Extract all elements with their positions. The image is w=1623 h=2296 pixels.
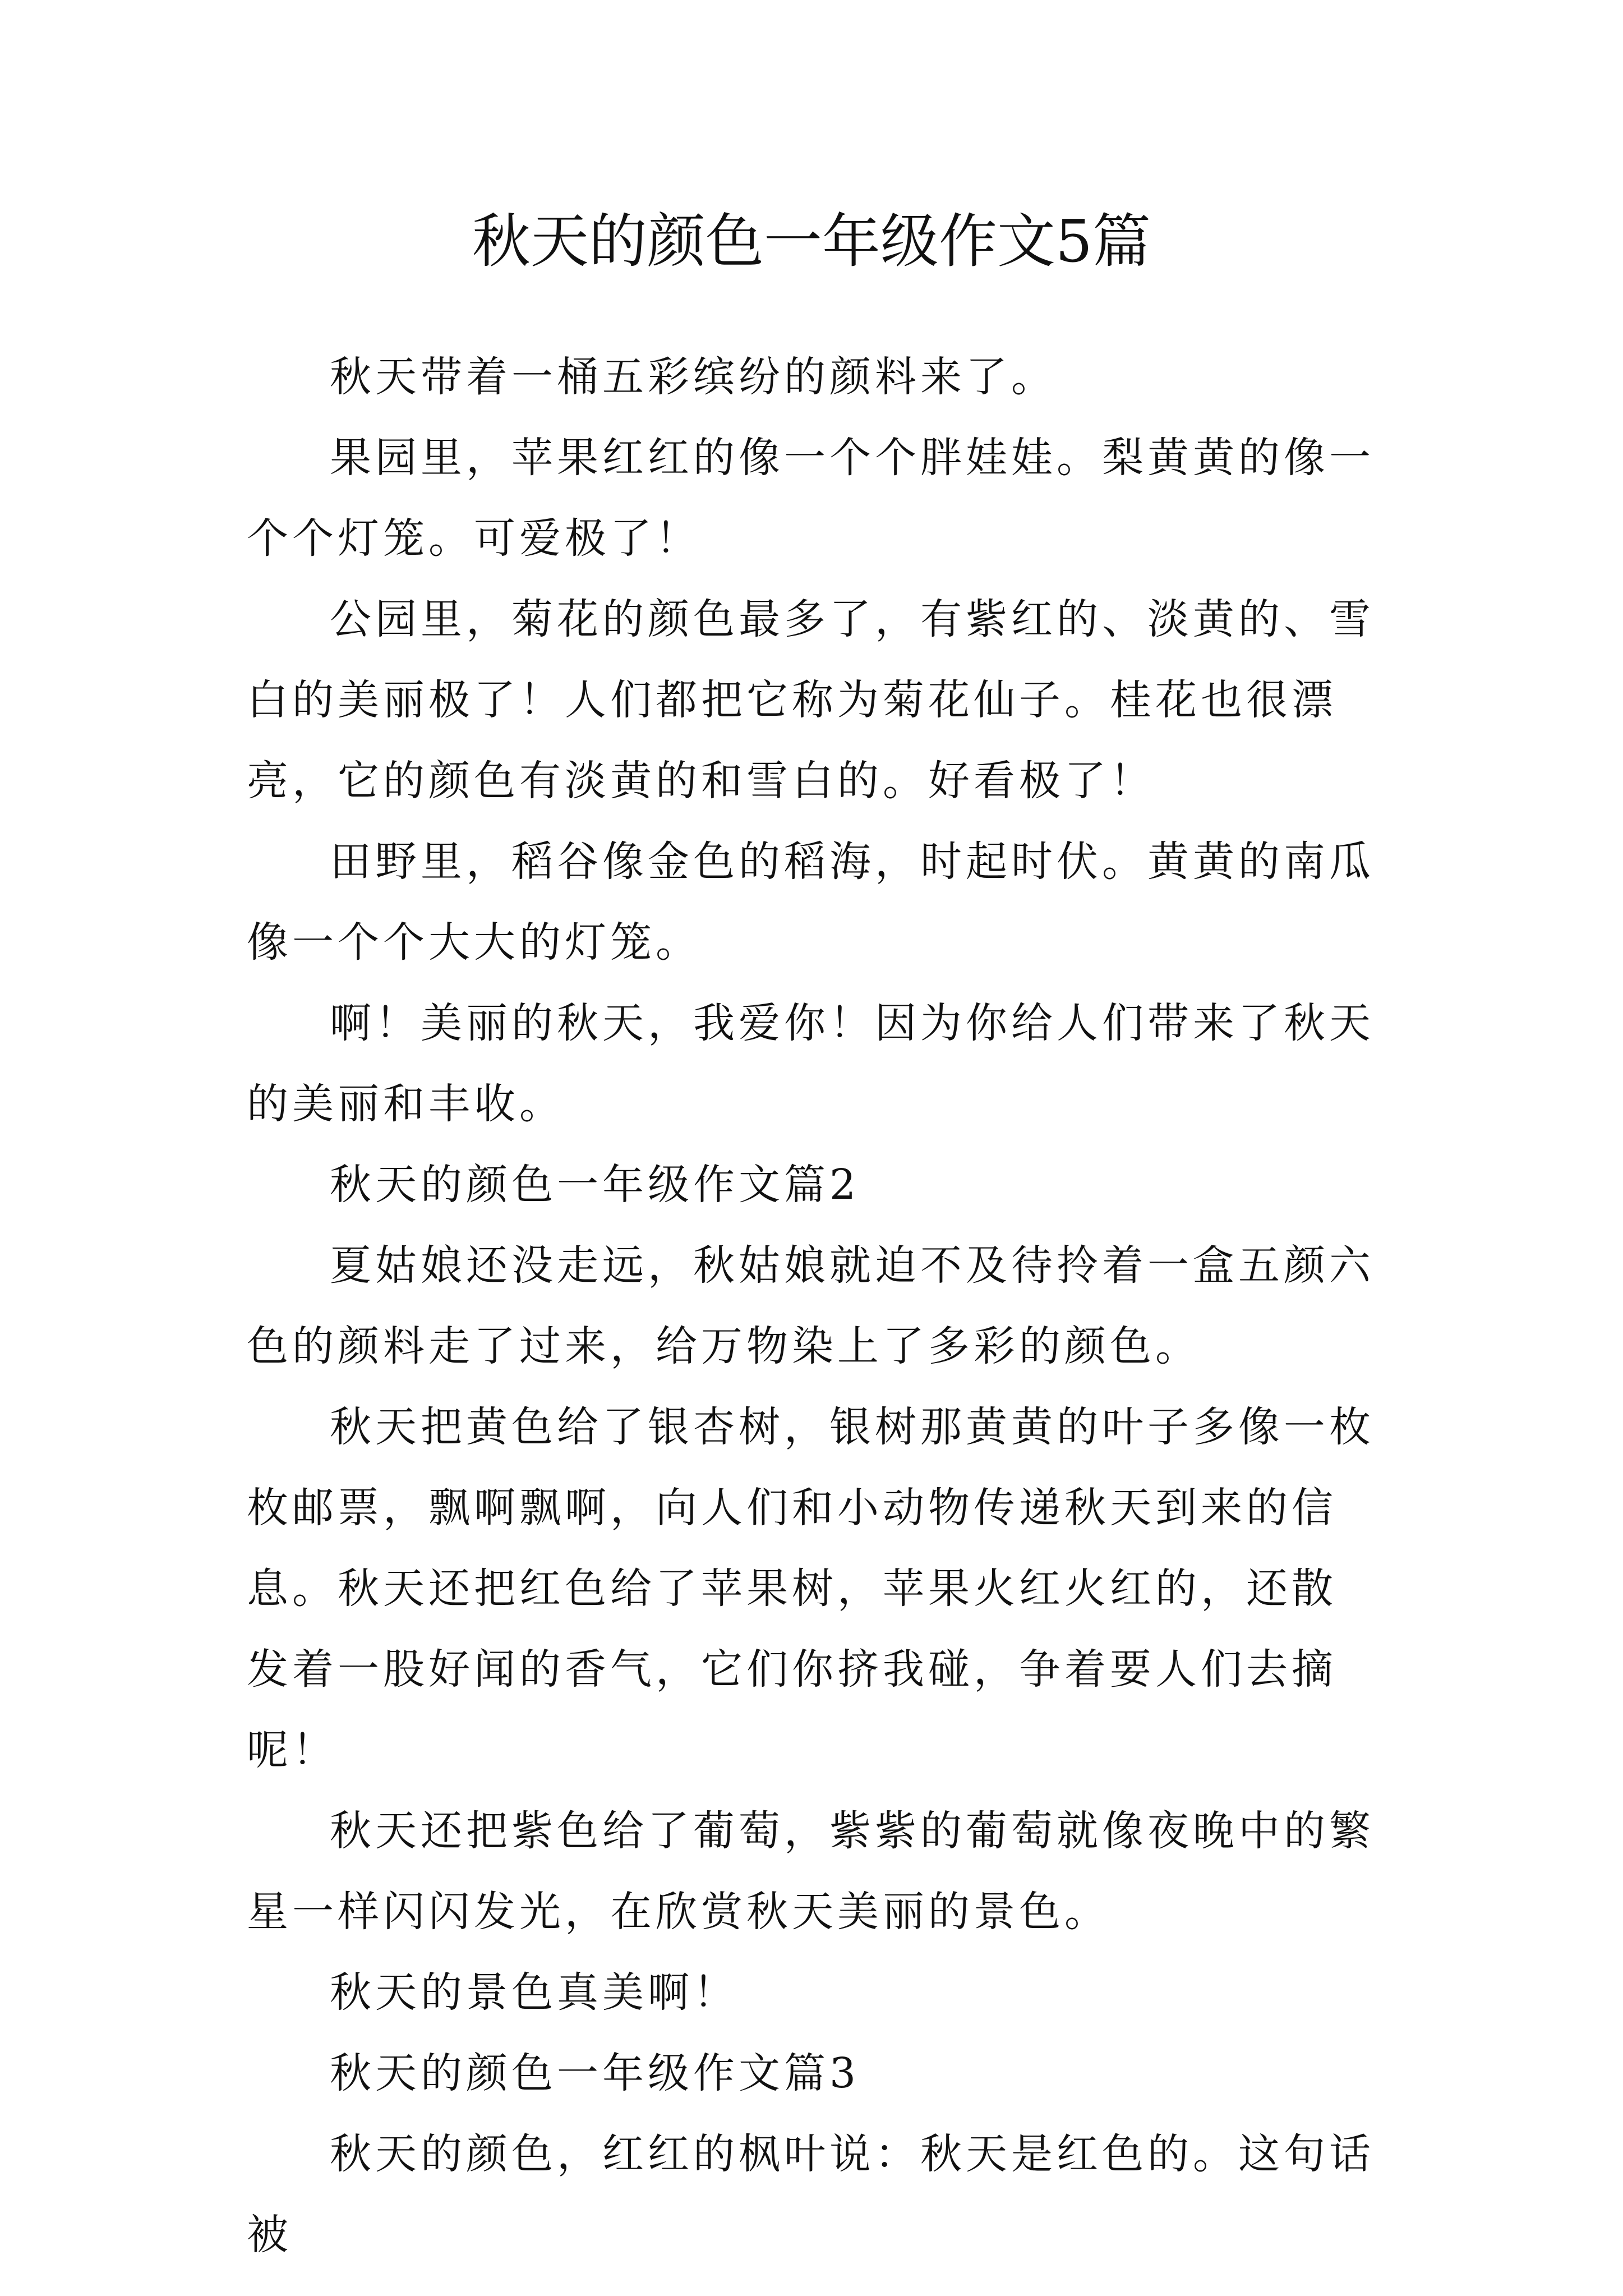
section-heading: 秋天的颜色一年级作文篇3 <box>330 2049 860 2097</box>
paragraph: 秋天还把紫色给了葡萄，紫紫的葡萄就像夜晚中的繁星一样闪闪发光，在欣赏秋天美丽的景色。 <box>247 1807 1375 1936</box>
document-title: 秋天的颜色一年级作文5篇 <box>472 207 1151 275</box>
paragraph: 秋天把黄色给了银杏树，银树那黄黄的叶子多像一枚枚邮票，飘啊飘啊，向人们和小动物传递秋天到来的信息。秋天还把红色给了苹果树，苹果火红火红的，还散发着一股好闻的香气，它们你挤我碰，争着要人们去摘呢！ <box>247 1403 1375 1774</box>
paragraph: 秋天带着一桶五彩缤纷的颜料来了。 <box>330 353 1057 401</box>
document-body <box>247 337 1380 2275</box>
paragraph: 田野里，稻谷像金色的稻海，时起时伏。黄黄的南瓜像一个个大大的灯笼。 <box>247 838 1375 967</box>
paragraph: 秋天的颜色，红红的枫叶说：秋天是红色的。这句话被 <box>247 2130 1375 2259</box>
paragraph: 啊！美丽的秋天，我爱你！因为你给人们带来了秋天的美丽和丰收。 <box>247 999 1375 1128</box>
paragraph: 秋天的景色真美啊！ <box>330 1968 739 2017</box>
paragraph: 果园里，苹果红红的像一个个胖娃娃。梨黄黄的像一个个灯笼。可爱极了！ <box>247 434 1375 563</box>
section-heading: 秋天的颜色一年级作文篇2 <box>330 1161 860 1209</box>
paragraph: 公园里，菊花的颜色最多了，有紫红的、淡黄的、雪白的美丽极了！人们都把它称为菊花仙子。桂花也很漂亮，它的颜色有淡黄的和雪白的。好看极了！ <box>247 595 1375 805</box>
paragraph: 夏姑娘还没走远，秋姑娘就迫不及待拎着一盒五颜六色的颜料走了过来，给万物染上了多彩的颜色。 <box>247 1241 1375 1370</box>
